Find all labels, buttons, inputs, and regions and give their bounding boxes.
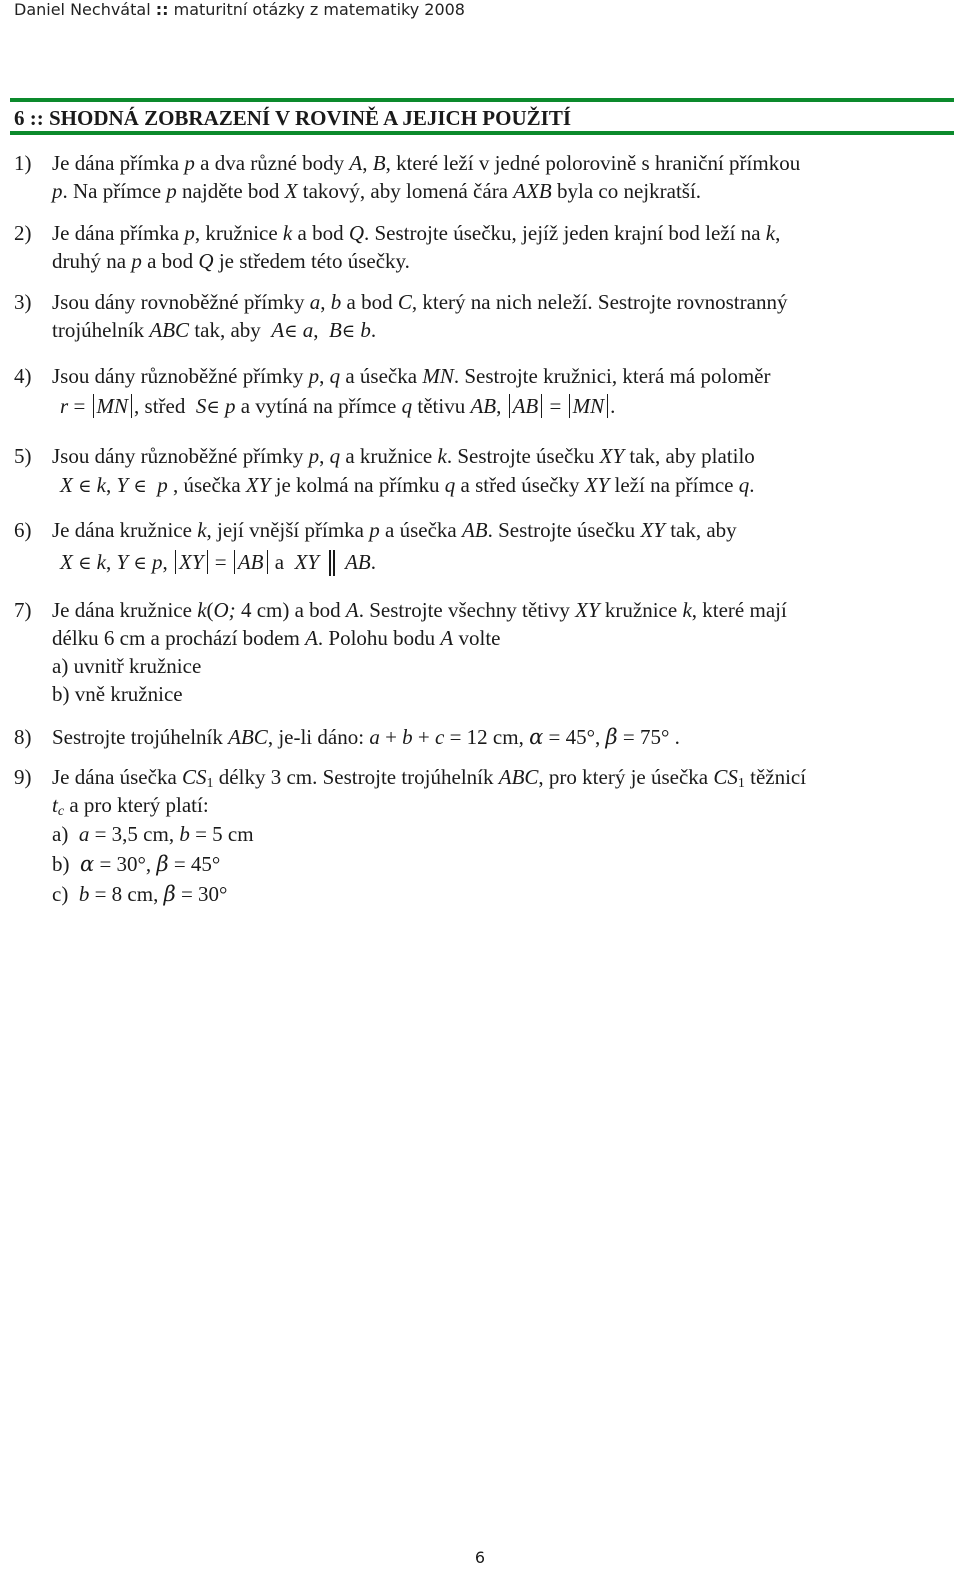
title-rule: [10, 131, 954, 135]
problem-2-number: 2): [14, 221, 32, 245]
problem-2-line-1: Je dána přímka p, kružnice k a bod Q. Sestrojte úsečku, jejíž jeden krajní bod leží na k,: [52, 221, 781, 245]
header-separator: ::: [155, 0, 169, 19]
parallel-symbol: [329, 550, 335, 576]
problem-9-line-1: Je dána úsečka $CS_1$ délky 3 cm. Sestrojte trojúhelník ABC, pro který je úsečka $CS_1$ těžnicí: [52, 765, 807, 791]
problem-4-line-2: r = MN , střed S∈ p a vytíná na přímce q tětivu AB, AB = MN .: [60, 394, 616, 418]
problem-8-number: 8): [14, 725, 32, 749]
problem-3-line-2: trojúhelník ABC tak, aby A∈ a, B∈ b.: [52, 318, 377, 342]
problem-2-line-2: druhý na p a bod Q je středem této úsečky.: [52, 249, 410, 273]
problem-5-number: 5): [14, 444, 32, 468]
section-title: 6 :: SHODNÁ ZOBRAZENÍ V ROVINĚ A JEJICH POUŽITÍ: [14, 106, 571, 130]
problem-9-option-a: a) a = 3,5 cm, b = 5 cm: [52, 822, 254, 846]
problem-9-line-2: $t_c$ a pro který platí:: [52, 793, 209, 819]
header-author: Daniel Nechvátal: [14, 0, 151, 19]
problem-7-line-1: Je dána kružnice k(O; 4 cm) a bod A. Sestrojte všechny tětivy XY kružnice k, které mají: [52, 598, 787, 622]
page-header: [14, 0, 465, 19]
problem-4-number: 4): [14, 364, 32, 388]
problem-1-line-2: p. Na přímce p najděte bod X takový, aby lomená čára AXB byla co nejkratší.: [52, 179, 702, 203]
problem-6-number: 6): [14, 518, 32, 542]
problem-5-line-1: Jsou dány různoběžné přímky p, q a kružnice k. Sestrojte úsečku XY tak, aby platilo: [52, 444, 755, 468]
page-number: 6: [474, 1548, 486, 1567]
problem-4-line-1: Jsou dány různoběžné přímky p, q a úsečka MN. Sestrojte kružnici, která má poloměr: [52, 364, 771, 388]
problem-7-option-b: b) vně kružnice: [52, 682, 183, 706]
problem-6-line-2: X ∈ k, Y ∈ p, XY = AB a XY AB.: [60, 550, 377, 574]
problem-5-line-2: X ∈ k, Y ∈ p , úsečka XY je kolmá na přímku q a střed úsečky XY leží na přímce q.: [60, 473, 755, 497]
problem-1-line-1: Je dána přímka p a dva různé body A, B, které leží v jedné polorovině s hraniční přímkou: [52, 151, 801, 175]
top-rule: [10, 98, 954, 102]
header-subject: maturitní otázky z matematiky 2008: [173, 0, 465, 19]
problem-3-line-1: Jsou dány rovnoběžné přímky a, b a bod C, který na nich neleží. Sestrojte rovnostranný: [52, 290, 788, 314]
problem-1-number: 1): [14, 151, 32, 175]
problem-7-option-a: a) uvnitř kružnice: [52, 654, 202, 678]
problem-7-line-2: délku 6 cm a prochází bodem A. Polohu bodu A volte: [52, 626, 501, 650]
problem-8-line-1: Sestrojte trojúhelník ABC, je-li dáno: a + b + c = 12 cm, α = 45°, β = 75° .: [52, 725, 680, 749]
problem-3-number: 3): [14, 290, 32, 314]
problem-7-number: 7): [14, 598, 32, 622]
problem-9-number: 9): [14, 765, 32, 789]
problem-9-option-b: b) α = 30°, β = 45°: [52, 852, 221, 876]
problem-6-line-1: Je dána kružnice k, její vnější přímka p a úsečka AB. Sestrojte úsečku XY tak, aby: [52, 518, 737, 542]
problem-9-option-c: c) b = 8 cm, β = 30°: [52, 882, 228, 906]
